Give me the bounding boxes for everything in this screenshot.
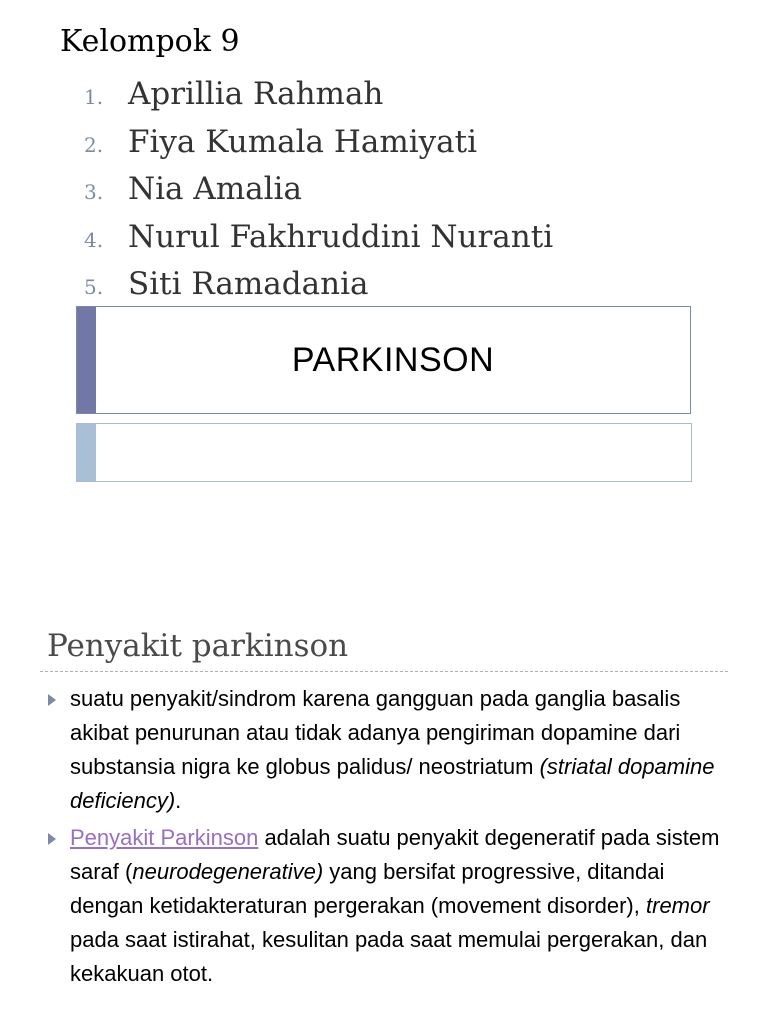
bullet-text: yang bersifat progressive, ditandai dengan ketidakteraturan pergerakan (movement disorder), [70,859,665,918]
member-number: 5. [84,275,104,299]
slide-title: PARKINSON [291,340,495,379]
section-heading: Penyakit parkinson [47,628,349,664]
title-accent-bar [77,307,96,413]
slide-group-members [0,0,768,500]
member-name: Fiya Kumala Hamiyati [128,123,478,160]
member-number: 1. [84,85,104,109]
bullet-italic-text: (striatal dopamine deficiency) [70,754,715,813]
member-name: Nia Amalia [128,171,302,207]
list-item [84,219,553,267]
bullet-italic-text: neurodegenerative) [132,859,324,884]
subtitle-box [76,423,692,482]
bullet-text-end: . [175,788,182,813]
bullet-list [46,682,726,994]
triangle-bullet-icon [48,694,56,706]
bullet-text: suatu penyakit/sindrom karena gangguan pada ganglia basalis akibat penurunan atau tidak adanya pengiriman dopamine dari substansia nigra ke globus palidus/ neostriatum [70,686,681,779]
member-name: Siti Ramadania [128,266,369,302]
heading-divider [40,671,728,672]
triangle-bullet-icon [48,833,56,845]
bullet-item [46,821,726,991]
title-box [76,306,691,414]
list-item [84,171,553,219]
list-item [84,76,553,124]
list-item [84,124,553,172]
member-number: 2. [84,132,104,157]
group-title: Kelompok 9 [60,24,240,59]
member-number: 4. [84,227,104,252]
member-name: Aprillia Rahmah [128,76,384,112]
bullet-italic-text: tremor [646,893,710,918]
bullet-text-end: pada saat istirahat, kesulitan pada saat memulai pergerakan, dan kekakuan otot. [70,927,708,986]
member-name: Nurul Fakhruddini Nuranti [128,218,554,255]
member-number: 3. [84,180,104,204]
slide-definition [0,620,768,1024]
bullet-text: adalah suatu penyakit degeneratif pada sistem saraf ( [70,825,720,884]
bullet-item [46,682,726,818]
parkinson-link[interactable]: Penyakit Parkinson [70,825,259,850]
subtitle-accent-bar [77,424,96,481]
member-list [84,76,553,314]
